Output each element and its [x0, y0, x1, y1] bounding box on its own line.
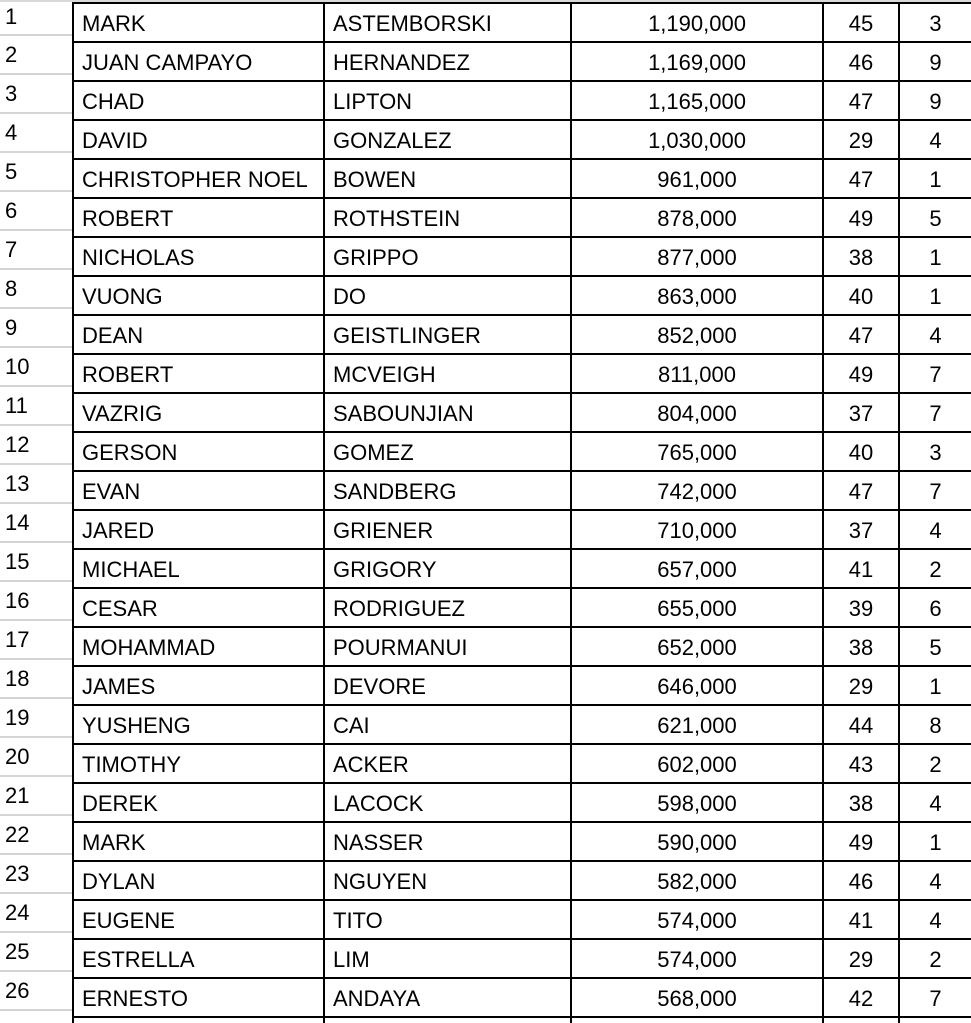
table-row: [74, 511, 971, 550]
first-name-cell[interactable]: NICHOLAS: [74, 238, 325, 277]
number-a-cell[interactable]: 44: [824, 706, 900, 745]
table-row: [74, 121, 971, 160]
number-a-cell[interactable]: 47: [824, 316, 900, 355]
last-name-cell[interactable]: TITO: [325, 901, 572, 940]
table-row: [74, 979, 971, 1018]
partial-row-cell: [74, 1018, 325, 1023]
number-b-cell[interactable]: 8: [900, 706, 971, 745]
amount-cell[interactable]: 621,000: [572, 706, 824, 745]
top-gridline: [0, 0, 971, 2]
number-a-cell[interactable]: 29: [824, 940, 900, 979]
row-number-cell[interactable]: 8: [0, 270, 72, 309]
number-b-cell[interactable]: 1: [900, 667, 971, 706]
first-name-cell[interactable]: ERNESTO: [74, 979, 325, 1018]
table-row: [74, 862, 971, 901]
number-a-cell[interactable]: 40: [824, 433, 900, 472]
table-row: [74, 745, 971, 784]
first-name-cell[interactable]: DEREK: [74, 784, 325, 823]
amount-cell[interactable]: 646,000: [572, 667, 824, 706]
number-a-cell[interactable]: 47: [824, 82, 900, 121]
first-name-cell[interactable]: DYLAN: [74, 862, 325, 901]
number-a-cell[interactable]: 47: [824, 160, 900, 199]
number-b-cell[interactable]: 7: [900, 355, 971, 394]
table-row: [74, 199, 971, 238]
number-b-cell[interactable]: 7: [900, 394, 971, 433]
amount-cell[interactable]: 804,000: [572, 394, 824, 433]
table-row: [74, 277, 971, 316]
last-name-cell[interactable]: RODRIGUEZ: [325, 589, 572, 628]
last-name-cell[interactable]: LIPTON: [325, 82, 572, 121]
first-name-cell[interactable]: JAMES: [74, 667, 325, 706]
last-name-cell[interactable]: GOMEZ: [325, 433, 572, 472]
amount-cell[interactable]: 1,169,000: [572, 43, 824, 82]
last-name-cell[interactable]: BOWEN: [325, 160, 572, 199]
amount-cell[interactable]: 1,165,000: [572, 82, 824, 121]
row-number-cell[interactable]: 10: [0, 348, 72, 387]
table-row: [74, 784, 971, 823]
last-name-cell[interactable]: GEISTLINGER: [325, 316, 572, 355]
partial-row-cell: [325, 1018, 572, 1023]
table-row: [74, 901, 971, 940]
last-name-cell[interactable]: MCVEIGH: [325, 355, 572, 394]
table-row: [74, 589, 971, 628]
number-b-cell[interactable]: 2: [900, 745, 971, 784]
last-name-cell[interactable]: DEVORE: [325, 667, 572, 706]
row-number-cell[interactable]: 11: [0, 387, 72, 426]
amount-cell[interactable]: 590,000: [572, 823, 824, 862]
row-number-cell[interactable]: 1: [0, 0, 72, 36]
last-name-cell[interactable]: CAI: [325, 706, 572, 745]
row-number-cell[interactable]: 20: [0, 738, 72, 777]
number-a-cell[interactable]: 42: [824, 979, 900, 1018]
first-name-cell[interactable]: ROBERT: [74, 199, 325, 238]
number-b-cell[interactable]: 7: [900, 979, 971, 1018]
first-name-cell[interactable]: CHRISTOPHER NOEL: [74, 160, 325, 199]
last-name-cell[interactable]: DO: [325, 277, 572, 316]
first-name-cell[interactable]: ESTRELLA: [74, 940, 325, 979]
last-name-cell[interactable]: LIM: [325, 940, 572, 979]
number-a-cell[interactable]: 38: [824, 784, 900, 823]
number-a-cell[interactable]: 49: [824, 199, 900, 238]
first-name-cell[interactable]: VAZRIG: [74, 394, 325, 433]
number-b-cell[interactable]: 6: [900, 589, 971, 628]
last-name-cell[interactable]: GONZALEZ: [325, 121, 572, 160]
amount-cell[interactable]: 652,000: [572, 628, 824, 667]
first-name-cell[interactable]: MOHAMMAD: [74, 628, 325, 667]
first-name-cell[interactable]: EVAN: [74, 472, 325, 511]
number-a-cell[interactable]: 29: [824, 667, 900, 706]
table-row: [74, 550, 971, 589]
table-row: [74, 238, 971, 277]
number-b-cell[interactable]: 1: [900, 160, 971, 199]
table-row: [74, 316, 971, 355]
number-a-cell[interactable]: 29: [824, 121, 900, 160]
row-number-cell[interactable]: 3: [0, 75, 72, 114]
amount-cell[interactable]: 742,000: [572, 472, 824, 511]
last-name-cell[interactable]: GRIENER: [325, 511, 572, 550]
partial-row-cell: [900, 1018, 971, 1023]
row-number-cell[interactable]: 4: [0, 114, 72, 153]
table-row: [74, 355, 971, 394]
number-b-cell[interactable]: 4: [900, 862, 971, 901]
first-name-cell[interactable]: CHAD: [74, 82, 325, 121]
table-row: [74, 433, 971, 472]
amount-cell[interactable]: 961,000: [572, 160, 824, 199]
number-a-cell[interactable]: 47: [824, 472, 900, 511]
row-number-cell[interactable]: 22: [0, 816, 72, 855]
first-name-cell[interactable]: JARED: [74, 511, 325, 550]
row-number-cell[interactable]: 9: [0, 309, 72, 348]
table-row: [74, 706, 971, 745]
amount-cell[interactable]: 582,000: [572, 862, 824, 901]
amount-cell[interactable]: 568,000: [572, 979, 824, 1018]
row-number-cell[interactable]: 24: [0, 894, 72, 933]
number-a-cell[interactable]: 43: [824, 745, 900, 784]
table-row: [74, 43, 971, 82]
row-number-cell[interactable]: 6: [0, 192, 72, 231]
row-number-column: [0, 0, 72, 1023]
table-row: [74, 160, 971, 199]
row-number-cell[interactable]: 12: [0, 426, 72, 465]
amount-cell[interactable]: 1,030,000: [572, 121, 824, 160]
amount-cell[interactable]: 1,190,000: [572, 4, 824, 43]
number-a-cell[interactable]: 46: [824, 43, 900, 82]
number-a-cell[interactable]: 40: [824, 277, 900, 316]
number-b-cell[interactable]: 9: [900, 43, 971, 82]
amount-cell[interactable]: 863,000: [572, 277, 824, 316]
row-number-cell[interactable]: 26: [0, 972, 72, 1011]
number-b-cell[interactable]: 1: [900, 238, 971, 277]
last-name-cell[interactable]: ACKER: [325, 745, 572, 784]
first-name-cell[interactable]: GERSON: [74, 433, 325, 472]
number-b-cell[interactable]: 2: [900, 550, 971, 589]
amount-cell[interactable]: 598,000: [572, 784, 824, 823]
row-number-cell[interactable]: 16: [0, 582, 72, 621]
first-name-cell[interactable]: DAVID: [74, 121, 325, 160]
table-row: [74, 628, 971, 667]
last-name-cell[interactable]: GRIPPO: [325, 238, 572, 277]
number-b-cell[interactable]: 5: [900, 628, 971, 667]
first-name-cell[interactable]: JUAN CAMPAYO: [74, 43, 325, 82]
partial-row-cell: [824, 1018, 900, 1023]
number-b-cell[interactable]: 1: [900, 823, 971, 862]
first-name-cell[interactable]: VUONG: [74, 277, 325, 316]
first-name-cell[interactable]: MICHAEL: [74, 550, 325, 589]
amount-cell[interactable]: 765,000: [572, 433, 824, 472]
number-b-cell[interactable]: 2: [900, 940, 971, 979]
amount-cell[interactable]: 852,000: [572, 316, 824, 355]
number-b-cell[interactable]: 4: [900, 121, 971, 160]
amount-cell[interactable]: 710,000: [572, 511, 824, 550]
row-number-cell[interactable]: 5: [0, 153, 72, 192]
first-name-cell[interactable]: ROBERT: [74, 355, 325, 394]
row-number-cell-partial: [0, 1011, 72, 1023]
number-a-cell[interactable]: 37: [824, 394, 900, 433]
number-a-cell[interactable]: 41: [824, 901, 900, 940]
last-name-cell[interactable]: ANDAYA: [325, 979, 572, 1018]
first-name-cell[interactable]: EUGENE: [74, 901, 325, 940]
data-table: [72, 2, 971, 1023]
number-a-cell[interactable]: 46: [824, 862, 900, 901]
first-name-cell[interactable]: YUSHENG: [74, 706, 325, 745]
number-b-cell[interactable]: 4: [900, 784, 971, 823]
amount-cell[interactable]: 657,000: [572, 550, 824, 589]
number-a-cell[interactable]: 49: [824, 355, 900, 394]
amount-cell[interactable]: 602,000: [572, 745, 824, 784]
number-b-cell[interactable]: 5: [900, 199, 971, 238]
table-row: [74, 823, 971, 862]
row-number-cell[interactable]: 15: [0, 543, 72, 582]
table-row: [74, 394, 971, 433]
table-row-partial: [74, 1018, 971, 1023]
number-a-cell[interactable]: 37: [824, 511, 900, 550]
first-name-cell[interactable]: MARK: [74, 823, 325, 862]
number-a-cell[interactable]: 38: [824, 238, 900, 277]
amount-cell[interactable]: 574,000: [572, 940, 824, 979]
table-row: [74, 940, 971, 979]
table-row: [74, 472, 971, 511]
row-number-cell[interactable]: 13: [0, 465, 72, 504]
last-name-cell[interactable]: ROTHSTEIN: [325, 199, 572, 238]
number-a-cell[interactable]: 38: [824, 628, 900, 667]
first-name-cell[interactable]: MARK: [74, 4, 325, 43]
amount-cell[interactable]: 655,000: [572, 589, 824, 628]
number-a-cell[interactable]: 41: [824, 550, 900, 589]
number-b-cell[interactable]: 3: [900, 433, 971, 472]
last-name-cell[interactable]: SANDBERG: [325, 472, 572, 511]
first-name-cell[interactable]: TIMOTHY: [74, 745, 325, 784]
row-number-cell[interactable]: 17: [0, 621, 72, 660]
last-name-cell[interactable]: NGUYEN: [325, 862, 572, 901]
number-b-cell[interactable]: 1: [900, 277, 971, 316]
number-b-cell[interactable]: 7: [900, 472, 971, 511]
number-b-cell[interactable]: 9: [900, 82, 971, 121]
number-a-cell[interactable]: 45: [824, 4, 900, 43]
row-number-cell[interactable]: 14: [0, 504, 72, 543]
number-a-cell[interactable]: 39: [824, 589, 900, 628]
last-name-cell[interactable]: ASTEMBORSKI: [325, 4, 572, 43]
amount-cell[interactable]: 878,000: [572, 199, 824, 238]
last-name-cell[interactable]: LACOCK: [325, 784, 572, 823]
last-name-cell[interactable]: GRIGORY: [325, 550, 572, 589]
number-b-cell[interactable]: 4: [900, 901, 971, 940]
row-number-cell[interactable]: 18: [0, 660, 72, 699]
partial-row-cell: [572, 1018, 824, 1023]
row-number-cell[interactable]: 23: [0, 855, 72, 894]
last-name-cell[interactable]: HERNANDEZ: [325, 43, 572, 82]
last-name-cell[interactable]: POURMANUI: [325, 628, 572, 667]
number-b-cell[interactable]: 4: [900, 316, 971, 355]
amount-cell[interactable]: 574,000: [572, 901, 824, 940]
last-name-cell[interactable]: NASSER: [325, 823, 572, 862]
row-number-cell[interactable]: 25: [0, 933, 72, 972]
last-name-cell[interactable]: SABOUNJIAN: [325, 394, 572, 433]
row-number-cell[interactable]: 7: [0, 231, 72, 270]
row-number-cell[interactable]: 21: [0, 777, 72, 816]
table-row: [74, 667, 971, 706]
number-a-cell[interactable]: 49: [824, 823, 900, 862]
amount-cell[interactable]: 877,000: [572, 238, 824, 277]
row-number-cell[interactable]: 19: [0, 699, 72, 738]
table-row: [74, 82, 971, 121]
number-b-cell[interactable]: 4: [900, 511, 971, 550]
amount-cell[interactable]: 811,000: [572, 355, 824, 394]
first-name-cell[interactable]: DEAN: [74, 316, 325, 355]
number-b-cell[interactable]: 3: [900, 4, 971, 43]
row-number-cell[interactable]: 2: [0, 36, 72, 75]
first-name-cell[interactable]: CESAR: [74, 589, 325, 628]
table-row: [74, 4, 971, 43]
